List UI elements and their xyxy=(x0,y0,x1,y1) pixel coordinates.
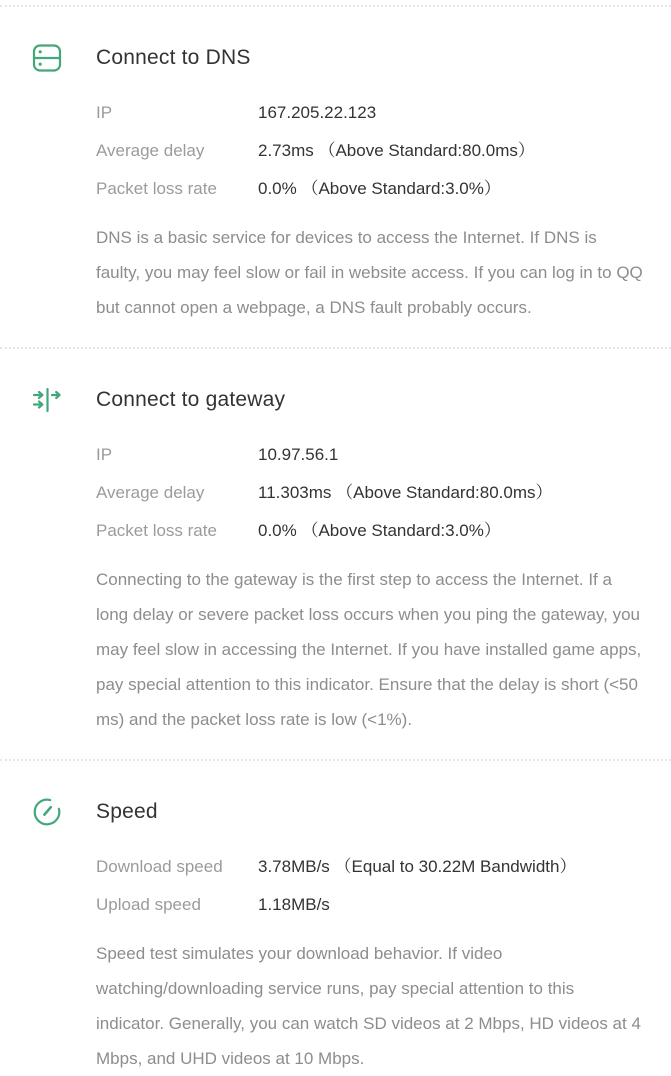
metric-label: IP xyxy=(96,445,113,464)
section-connect-to-gateway xyxy=(0,349,671,759)
metric-row-ip xyxy=(96,443,641,467)
section-header xyxy=(0,349,671,417)
metric-value: 1.18MB/s xyxy=(258,895,330,914)
metric-row-packet-loss xyxy=(96,177,641,201)
metric-value: 10.97.56.1 xyxy=(258,445,339,464)
gateway-arrows-icon xyxy=(30,383,64,417)
metric-label: Packet loss rate xyxy=(96,521,217,540)
dns-server-icon xyxy=(30,41,64,75)
section-speed xyxy=(0,761,671,1076)
metric-value: 0.0% （Above Standard:3.0%） xyxy=(258,521,501,540)
metric-label: Packet loss rate xyxy=(96,179,217,198)
metric-value: 2.73ms （Above Standard:80.0ms） xyxy=(258,141,535,160)
section-description: DNS is a basic service for devices to access the Internet. If DNS is faulty, you may feel slow or fail in website access. If you can log in to QQ but cannot open a webpage, a DNS fault probably occurs. xyxy=(96,228,643,317)
metric-value: 11.303ms （Above Standard:80.0ms） xyxy=(258,483,553,502)
metric-row-download-speed xyxy=(96,855,641,879)
section-title: Connect to DNS xyxy=(96,46,251,69)
section-description: Speed test simulates your download behavior. If video watching/downloading service runs, pay special attention to this indicator. Generally, you can watch SD videos at 2 Mbps, HD videos at 4 Mbps, and UHD videos at 10 Mbps. xyxy=(96,944,641,1068)
section-title: Connect to gateway xyxy=(96,388,286,411)
metric-label: Download speed xyxy=(96,857,223,876)
metric-value: 0.0% （Above Standard:3.0%） xyxy=(258,179,501,198)
section-description: Connecting to the gateway is the first step to access the Internet. If a long delay or severe packet loss occurs when you ping the gateway, you may feel slow in accessing the Internet. If you have installed game apps, pay special attention to this indicator. Ensure that the delay is short (<50 ms) and the packet loss rate is low (<1%). xyxy=(96,570,642,729)
metric-rows xyxy=(96,101,641,201)
metric-row-packet-loss xyxy=(96,519,641,543)
metric-row-average-delay xyxy=(96,481,641,505)
metric-label: Average delay xyxy=(96,141,205,160)
section-title: Speed xyxy=(96,800,158,823)
metric-row-ip xyxy=(96,101,641,125)
metric-label: IP xyxy=(96,103,113,122)
metric-value: 3.78MB/s （Equal to 30.22M Bandwidth） xyxy=(258,857,577,876)
section-connect-to-dns xyxy=(0,7,671,347)
metric-rows xyxy=(96,855,641,917)
section-header xyxy=(0,7,671,75)
section-header xyxy=(0,761,671,829)
speedometer-icon xyxy=(30,795,64,829)
metric-row-upload-speed xyxy=(96,893,641,917)
metric-value: 167.205.22.123 xyxy=(258,103,377,122)
metric-label: Upload speed xyxy=(96,895,201,914)
metric-label: Average delay xyxy=(96,483,205,502)
metric-row-average-delay xyxy=(96,139,641,163)
metric-rows xyxy=(96,443,641,543)
